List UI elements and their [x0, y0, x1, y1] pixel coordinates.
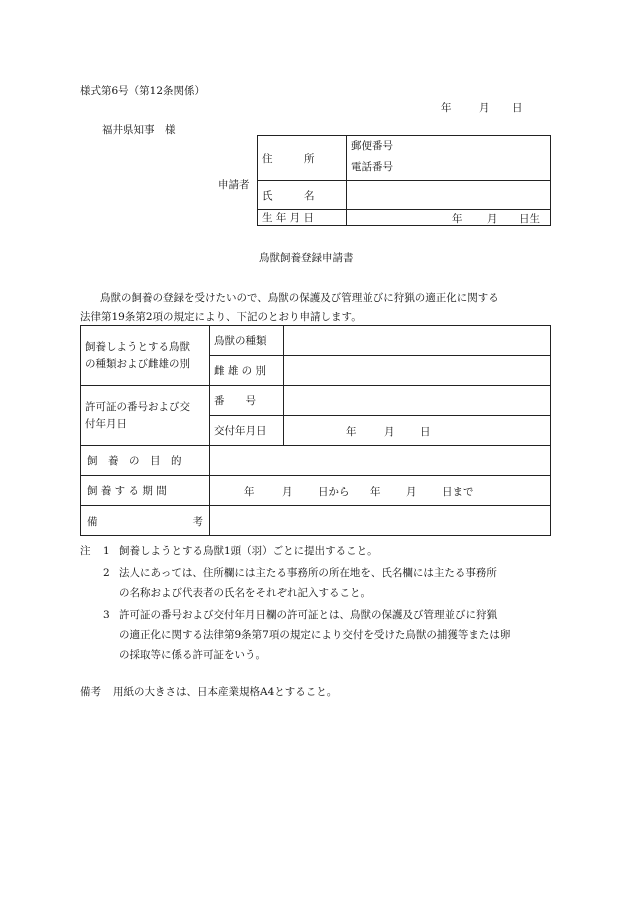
birth-year: 年	[452, 213, 463, 225]
name-cell[interactable]	[347, 181, 551, 210]
period-to-month: 月	[406, 486, 417, 498]
issue-date-cell[interactable]	[284, 416, 551, 446]
applicant-label: 申請者	[218, 179, 250, 191]
birth-day: 日生	[519, 213, 540, 225]
species-cell[interactable]	[284, 326, 551, 356]
page-title: 鳥獣飼養登録申請書	[259, 252, 354, 264]
date-day: 日	[512, 102, 523, 114]
main-table	[80, 325, 551, 536]
remarks-cell[interactable]	[210, 506, 551, 536]
birth-cell[interactable]	[347, 210, 551, 226]
sex-cell[interactable]	[284, 356, 551, 386]
period-to-year: 年	[370, 486, 381, 498]
note-2-line-2: の名称および代表者の氏名をそれぞれ記入すること。	[119, 587, 371, 599]
note-1-num: 1	[103, 545, 110, 557]
period-from-day: 日から	[318, 486, 350, 498]
address-label: 住 所	[258, 136, 347, 181]
notes-head: 注	[80, 545, 91, 557]
phone-cell[interactable]	[347, 159, 551, 181]
note-1: 飼養しようとする鳥獣1頭（羽）ごとに提出すること。	[119, 545, 378, 557]
date-year: 年	[441, 102, 452, 114]
footer-remark-head: 備考	[80, 686, 101, 698]
issue-day: 日	[420, 426, 431, 438]
number-label: 番 号	[210, 386, 284, 416]
phone-label: 電話番号	[351, 160, 393, 173]
note-3-num: 3	[103, 609, 110, 621]
intro-line-2: 法律第19条第2項の規定により、下記のとおり申請します。	[80, 311, 362, 323]
form-number: 様式第6号（第12条関係）	[80, 85, 206, 97]
applicant-table	[257, 135, 551, 226]
birth-month: 月	[487, 213, 498, 225]
purpose-cell[interactable]	[210, 446, 551, 476]
issue-date-label: 交付年月日	[210, 416, 284, 446]
number-cell[interactable]	[284, 386, 551, 416]
issue-month: 月	[384, 426, 395, 438]
period-from-year: 年	[244, 486, 255, 498]
name-label: 氏 名	[258, 181, 347, 210]
period-label: 飼 養 す る 期 間	[81, 476, 210, 506]
sex-label: 雌 雄 の 別	[210, 356, 284, 386]
remarks-label: 備 考	[81, 506, 210, 536]
species-group-label: 飼養しようとする鳥獣 の種類および雌雄の別	[81, 326, 210, 386]
postal-cell[interactable]	[347, 136, 551, 159]
intro-line-1: 鳥獣の飼養の登録を受けたいので、鳥獣の保護及び管理並びに狩猟の適正化に関する	[100, 292, 499, 304]
note-2-line-1: 法人にあっては、住所欄には主たる事務所の所在地を、氏名欄には主たる事務所	[119, 567, 497, 579]
purpose-label: 飼 養 の 目 的	[81, 446, 210, 476]
date-month: 月	[479, 102, 490, 114]
footer-remark: 用紙の大きさは、日本産業規格A4とすること。	[113, 686, 338, 698]
birth-label: 生 年 月 日	[258, 210, 347, 226]
note-3-line-3: の採取等に係る許可証をいう。	[119, 649, 266, 661]
species-label: 鳥獣の種類	[210, 326, 284, 356]
note-2-num: 2	[103, 567, 110, 579]
issue-year: 年	[346, 426, 357, 438]
period-from-month: 月	[282, 486, 293, 498]
period-cell[interactable]	[210, 476, 551, 506]
permit-group-label: 許可証の番号および交 付年月日	[81, 386, 210, 446]
period-to-day: 日まで	[442, 486, 474, 498]
note-3-line-2: の適正化に関する法律第9条第7項の規定により交付を受けた鳥獣の捕獲等または卵	[119, 629, 511, 641]
addressee: 福井県知事 様	[102, 124, 176, 136]
note-3-line-1: 許可証の番号および交付年月日欄の許可証とは、鳥獣の保護及び管理並びに狩猟	[119, 609, 497, 621]
postal-label: 郵便番号	[351, 140, 393, 152]
